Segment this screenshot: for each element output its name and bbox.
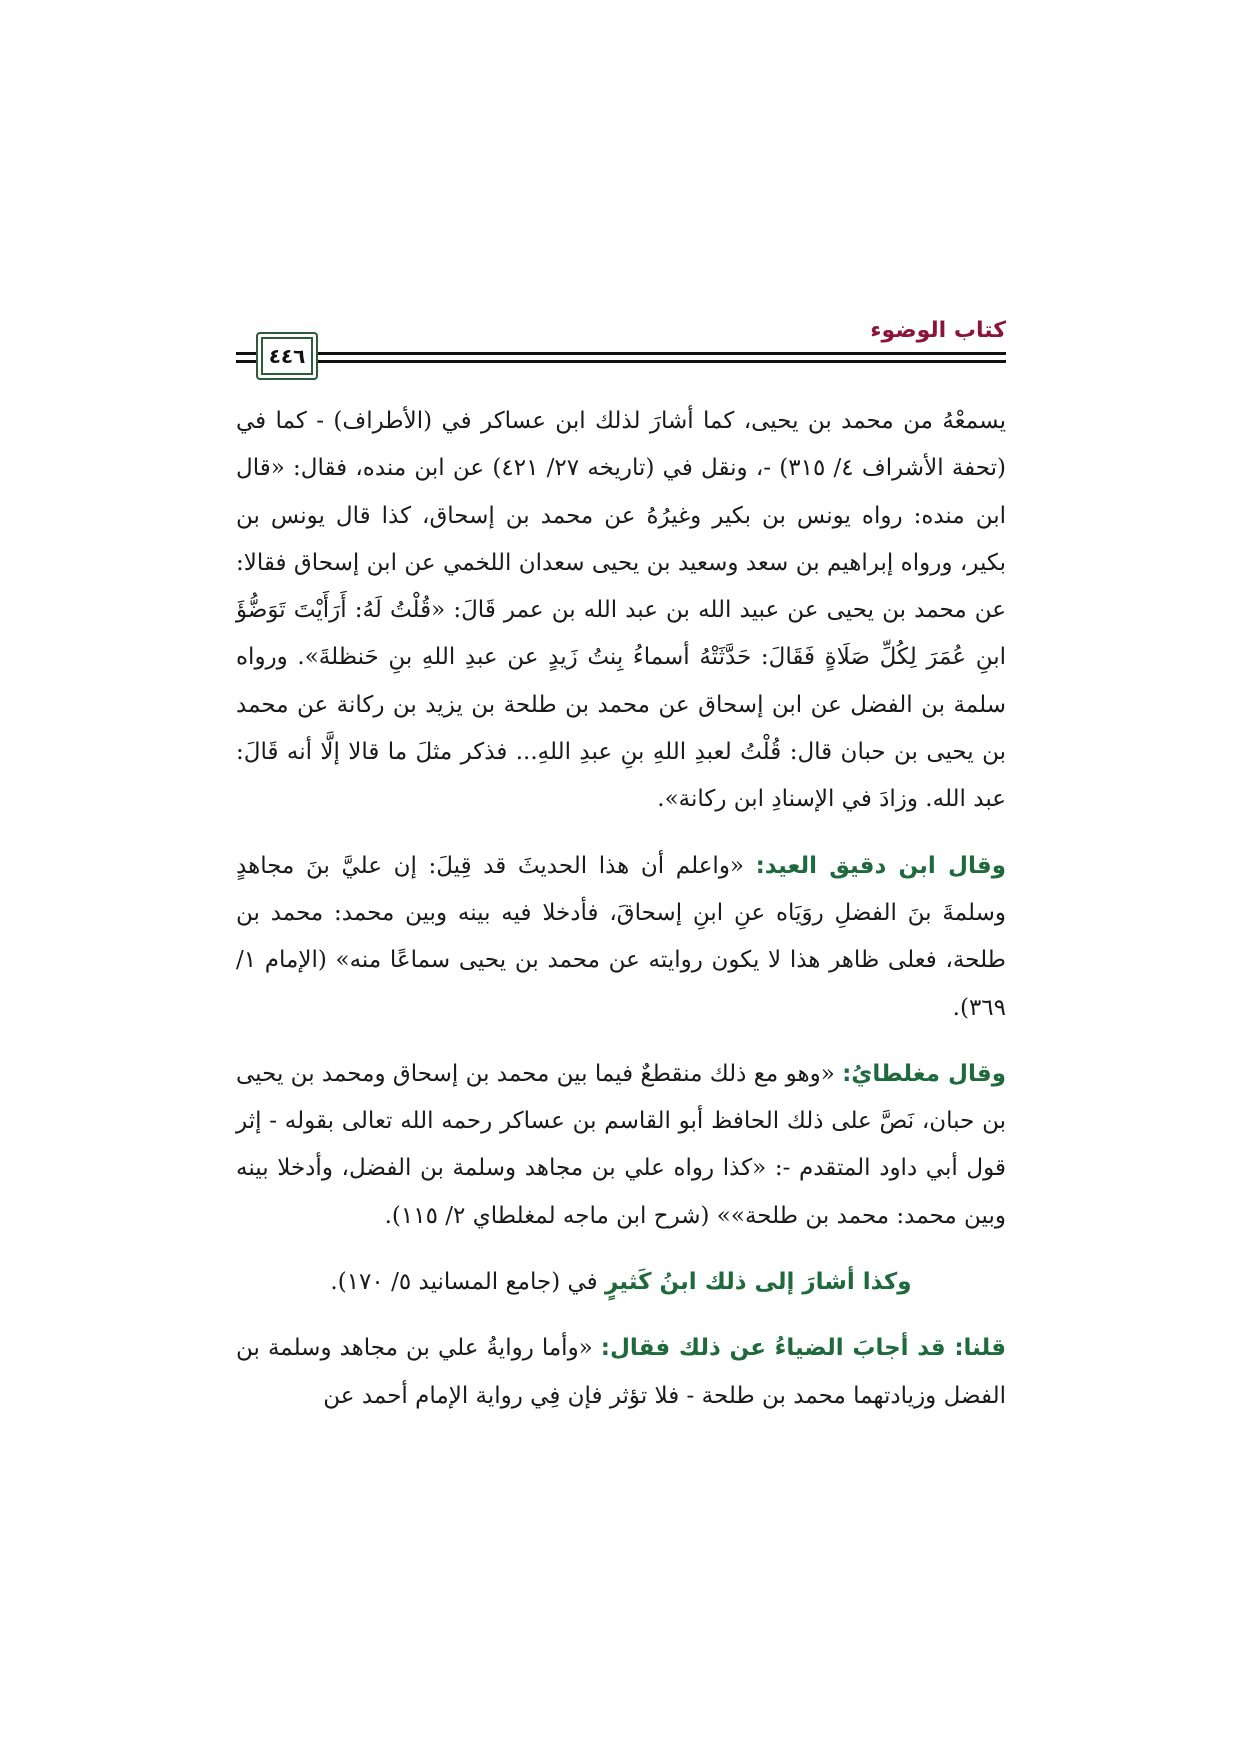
paragraph-lead: وكذا أشارَ إلى ذلك ابنُ كَثيرٍ — [605, 1269, 912, 1296]
paragraph-text: في (جامع المسانيد ٥/ ١٧٠). — [330, 1269, 605, 1296]
paragraph-lead: وقال ابن دقيق العيد: — [755, 852, 1006, 879]
paragraph-text: «واعلم أن هذا الحديثَ قد قِيلَ: إن عليَّ بنَ مجاهدٍ وسلمةَ بنَ الفضلِ روَيَاه عنِ ابنِ إسحاقَ، فأدخلا فيه بينه وبين محمد: محمد بن طلحة، فعلى ظاهر هذا لا يكون روايته عن محمد بن يحيى سماعًا منه» (الإمام ١/ ٣٦٩). — [236, 852, 1006, 1021]
paragraph — [236, 1051, 1006, 1240]
paragraph — [236, 843, 1006, 1032]
paragraph-text: «وهو مع ذلك منقطعٌ فيما بين محمد بن إسحاق ومحمد بن يحيى بن حبان، نَصَّ على ذلك الحافظ أبو القاسم بن عساكر رحمه الله تعالى بقوله - إثر قول أبي داود المتقدم -: «كذا رواه علي بن مجاهد وسلمة بن الفضل، وأدخلا بينه وبين محمد: محمد بن طلحة»» (شرح ابن ماجه لمغلطاي ٢/ ١١٥). — [236, 1060, 1006, 1229]
page-number: ٤٤٦ — [268, 344, 306, 368]
paragraph — [236, 1325, 1006, 1420]
paragraph-lead: قلنا: قد أجابَ الضياءُ عن ذلك فقال: — [600, 1335, 1007, 1362]
paragraph-text: يسمعْهُ من محمد بن يحيى، كما أشارَ لذلك ابن عساكر في (الأطراف) - كما في (تحفة الأشراف ٤/ ٣١٥) -، ونقل في (تاريخه ٢٧/ ٤٢١) عن ابن منده، فقال: «قال ابن منده: رواه يونس بن بكير وغيرُهُ عن محمد بن إسحاق، كذا قال يونس بن بكير، ورواه إبراهيم بن سعد وسعيد بن يحيى سعدان اللخمي عن ابن إسحاق فقالا: عن محمد بن يحيى عن عبيد الله بن عبد الله بن عمر قَالَ: «قُلْتُ لَهُ: أَرَأَيْتَ تَوَضُّؤَ ابنِ عُمَرَ لِكُلِّ صَلَاةٍ فَقَالَ: حَدَّثَتْهُ أسماءُ بِنتُ زَيدٍ عن عبدِ اللهِ بنِ حَنظلةَ». ورواه سلمة بن الفضل عن ابن إسحاق عن محمد بن طلحة بن يزيد بن ركانة عن محمد بن يحيى بن حبان قال: قُلْتُ لعبدِ اللهِ بنِ عبدِ اللهِ... فذكر مثلَ ما قالا إلَّا أنه قَالَ: عبد الله. وزادَ في الإسنادِ ابن ركانة». — [236, 408, 1007, 813]
page-body — [236, 398, 1006, 1439]
paragraph-text: «وأما روايةُ علي بن مجاهد وسلمة بن الفضل وزيادتهما محمد بن طلحة - فلا تؤثر فإن فِي رواية الإمام أحمد عن — [236, 1335, 1006, 1409]
header-rule — [236, 352, 1006, 355]
page-number-badge — [256, 332, 318, 380]
paragraph — [236, 1259, 1006, 1306]
book-title: كتاب الوضوء — [870, 318, 1006, 343]
paragraph — [236, 398, 1006, 824]
paragraph-lead: وقال مغلطايُ: — [842, 1060, 1006, 1087]
page-header — [236, 312, 1006, 382]
header-rule — [236, 360, 1006, 363]
